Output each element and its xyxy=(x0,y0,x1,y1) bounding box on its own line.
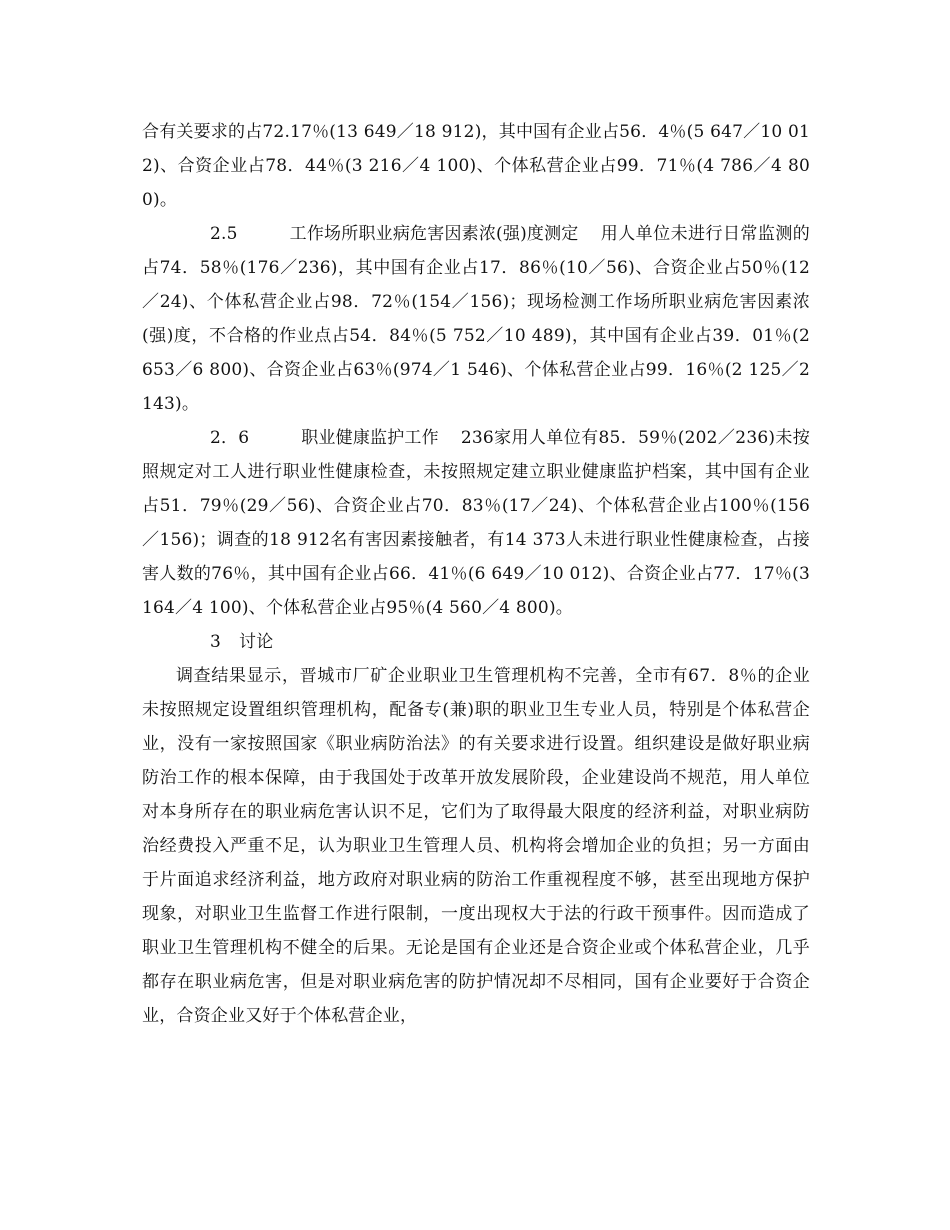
section-title: 职业健康监护工作 xyxy=(301,428,439,448)
section-3-heading xyxy=(142,625,810,659)
section-text: 用人单位未进行日常监测的占74．58％(176／236)，其中国有企业占17．86％(10／56)、合资企业占50％(12／24)、个体私营企业占98．72％(154／156)；现场检测工作场所职业病危害因素浓(强)度，不合格的作业点占54．84％(5 752／10 489)，其中国有企业占39．01％(2 653／6 800)、合资企业占63％(974／1 546)、个体私营企业占99．16％(2 125／2 143)。 xyxy=(142,224,810,414)
paragraph-text: 合有关要求的占72.17％(13 649／18 912)，其中国有企业占56．4％(5 647／10 012)、合资企业占78．44％(3 216／4 100)、个体私营企业占99．71％(4 786／4 800)。 xyxy=(142,122,810,210)
section-number: 3 xyxy=(210,632,222,652)
section-text: 236家用人单位有85．59％(202／236)未按照规定对工人进行职业性健康检查，未按照规定建立职业健康监护档案，其中国有企业占51．79％(29／56)、合资企业占70．83％(17／24)、个体私营企业占100％(156／156)；调查的18 912名有害因素接触者，有14 373人未进行职业性健康检查，占接害人数的76％，其中国有企业占66．41％(6 649／10 012)、合资企业占77．17％(3 164／4 100)、个体私营企业占95％(4 560／4 800)。 xyxy=(142,428,810,618)
section-2-5 xyxy=(142,217,810,421)
paragraph-continuation xyxy=(142,115,810,217)
section-number: 2．6 xyxy=(210,428,250,448)
discussion-paragraph xyxy=(142,659,810,1033)
section-number: 2.5 xyxy=(210,224,238,244)
section-title: 工作场所职业病危害因素浓(强)度测定 xyxy=(289,224,579,244)
document-body xyxy=(142,115,810,1033)
section-title: 讨论 xyxy=(239,632,274,652)
paragraph-text: 调查结果显示，晋城市厂矿企业职业卫生管理机构不完善，全市有67．8％的企业未按照规定设置组织管理机构，配备专(兼)职的职业卫生专业人员，特别是个体私营企业，没有一家按照国家《职业病防治法》的有关要求进行设置。组织建设是做好职业病防治工作的根本保障，由于我国处于改革开放发展阶段，企业建设尚不规范，用人单位对本身所存在的职业病危害认识不足，它们为了取得最大限度的经济利益，对职业病防治经费投入严重不足，认为职业卫生管理人员、机构将会增加企业的负担；另一方面由于片面追求经济利益，地方政府对职业病的防治工作重视程度不够，甚至出现地方保护现象，对职业卫生监督工作进行限制，一度出现权大于法的行政干预事件。因而造成了职业卫生管理机构不健全的后果。无论是国有企业还是合资企业或个体私营企业，几乎都存在职业病危害，但是对职业病危害的防护情况却不尽相同，国有企业要好于合资企业，合资企业又好于个体私营企业， xyxy=(142,666,810,1026)
section-2-6 xyxy=(142,421,810,625)
